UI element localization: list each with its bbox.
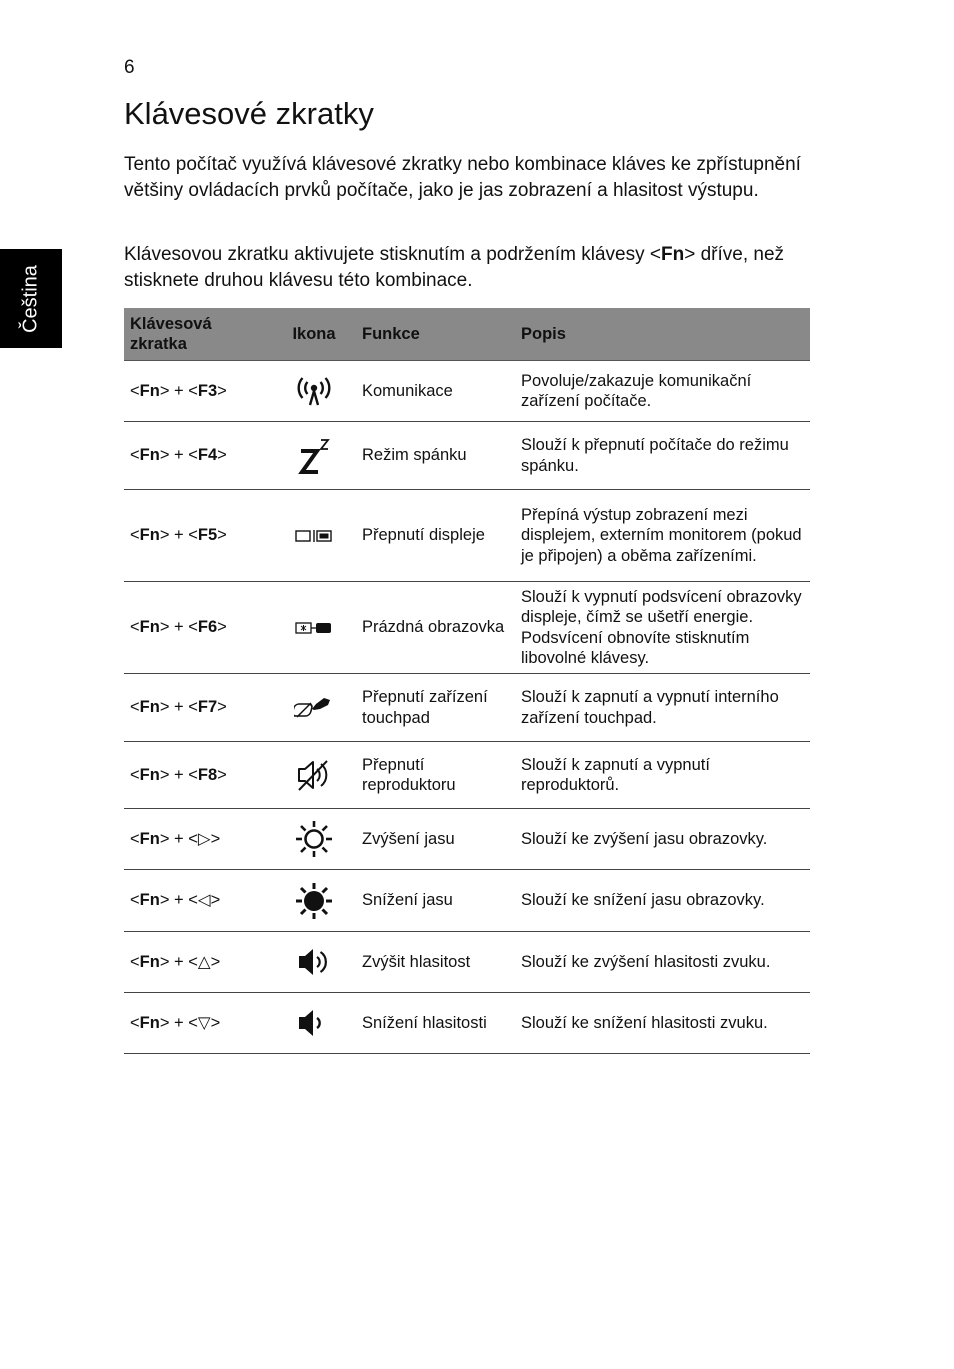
icon-cell (272, 490, 356, 582)
intro-text: > dříve, než stisknete druhou klávesu této kombinace. (124, 244, 785, 291)
icon-cell (272, 422, 356, 490)
shortcut-cell: <Fn> + <▽> (124, 993, 272, 1054)
table-row (124, 932, 810, 993)
second-key: F3 (197, 381, 218, 400)
table-row (124, 993, 810, 1054)
arrow-up-key: △ (197, 952, 211, 971)
intro-text: Klávesovou zkratku aktivujete stisknutím a podržením klávesy < (124, 244, 661, 265)
language-label: Čeština (19, 264, 42, 333)
second-key: F6 (197, 618, 218, 637)
header-icon: Ikona (272, 308, 356, 361)
table-header-row (124, 308, 810, 361)
arrow-right-key: ▷ (197, 829, 211, 848)
function-cell: Režim spánku (356, 422, 515, 490)
function-cell: Snížení jasu (356, 870, 515, 932)
shortcut-table (124, 308, 810, 1054)
speaker-mute-icon (295, 758, 333, 792)
fn-key: Fn (139, 381, 160, 400)
second-key: F5 (197, 526, 218, 545)
shortcut-cell: <Fn> + <F8> (124, 742, 272, 809)
description-cell: Slouží ke snížení hlasitosti zvuku. (515, 993, 810, 1054)
fn-key: Fn (139, 765, 160, 784)
intro-paragraph-fn (124, 242, 814, 293)
icon-cell (272, 809, 356, 870)
function-cell: Zvýšení jasu (356, 809, 515, 870)
shortcut-cell: <Fn> + <▷> (124, 809, 272, 870)
description-cell: Slouží ke snížení jasu obrazovky. (515, 870, 810, 932)
description-cell: Slouží k přepnutí počítače do režimu spánku. (515, 422, 810, 490)
shortcut-cell: <Fn> + <F6> (124, 582, 272, 674)
fn-key: Fn (139, 829, 160, 848)
fn-key: Fn (139, 698, 160, 717)
header-function: Funkce (356, 308, 515, 361)
table-row (124, 742, 810, 809)
language-side-tab (0, 249, 62, 348)
shortcut-cell: <Fn> + <F3> (124, 361, 272, 422)
table-row (124, 582, 810, 674)
screen-blank-icon (294, 620, 334, 636)
page-title: Klávesové zkratky (124, 96, 374, 131)
table-row (124, 490, 810, 582)
arrow-left-key: ◁ (197, 891, 211, 910)
fn-key: Fn (139, 618, 160, 637)
description-cell: Slouží k zapnutí a vypnutí reproduktorů. (515, 742, 810, 809)
fn-key-label: Fn (661, 244, 685, 265)
function-cell: Zvýšit hlasitost (356, 932, 515, 993)
volume-down-icon (296, 1006, 332, 1040)
function-cell: Snížení hlasitosti (356, 993, 515, 1054)
header-shortcut: Klávesová zkratka (124, 308, 272, 361)
shortcut-cell: <Fn> + <F7> (124, 674, 272, 742)
second-key: F4 (197, 446, 218, 465)
function-cell: Komunikace (356, 361, 515, 422)
table-row (124, 422, 810, 490)
table-row (124, 809, 810, 870)
intro-paragraph: Tento počítač využívá klávesové zkratky nebo kombinace kláves ke zpřístupnění většiny ovládacích prvků počítače, jako je jas zobrazení a hlasitost výstupu. (124, 154, 801, 201)
brightness-up-icon (294, 819, 334, 859)
function-cell: Přepnutí reproduktoru (356, 742, 515, 809)
wireless-icon (294, 375, 334, 407)
function-cell: Prázdná obrazovka (356, 582, 515, 674)
fn-key: Fn (139, 1013, 160, 1032)
description-cell: Slouží k vypnutí podsvícení obrazovky displeje, čímž se ušetří energie. Podsvícení obnovíte stisknutím libovolné klávesy. (515, 582, 810, 674)
fn-key: Fn (139, 526, 160, 545)
fn-key: Fn (139, 891, 160, 910)
shortcut-cell: <Fn> + <F4> (124, 422, 272, 490)
description-cell: Slouží ke zvýšení hlasitosti zvuku. (515, 932, 810, 993)
icon-cell (272, 993, 356, 1054)
shortcut-cell: <Fn> + <◁> (124, 870, 272, 932)
description-cell: Povoluje/zakazuje komunikační zařízení počítače. (515, 361, 810, 422)
volume-up-icon (296, 945, 332, 979)
fn-key: Fn (139, 446, 160, 465)
fn-key: Fn (139, 952, 160, 971)
shortcut-cell: <Fn> + <△> (124, 932, 272, 993)
page-number: 6 (124, 57, 135, 78)
description-cell: Slouží k zapnutí a vypnutí interního zařízení touchpad. (515, 674, 810, 742)
description-cell: Přepíná výstup zobrazení mezi displejem, externím monitorem (pokud je připojen) a oběma zařízeními. (515, 490, 810, 582)
display-toggle-icon (294, 528, 334, 544)
brightness-down-icon (294, 881, 334, 921)
table-row (124, 361, 810, 422)
touchpad-toggle-icon (294, 696, 334, 720)
description-cell: Slouží ke zvýšení jasu obrazovky. (515, 809, 810, 870)
function-cell: Přepnutí displeje (356, 490, 515, 582)
table-row (124, 870, 810, 932)
icon-cell (272, 870, 356, 932)
second-key: F7 (197, 698, 218, 717)
arrow-down-key: ▽ (197, 1013, 211, 1032)
icon-cell (272, 582, 356, 674)
icon-cell (272, 674, 356, 742)
second-key: F8 (197, 765, 218, 784)
icon-cell (272, 742, 356, 809)
icon-cell (272, 932, 356, 993)
icon-cell (272, 361, 356, 422)
function-cell: Přepnutí zařízení touchpad (356, 674, 515, 742)
shortcut-cell: <Fn> + <F5> (124, 490, 272, 582)
header-description: Popis (515, 308, 810, 361)
sleep-icon (297, 436, 331, 476)
table-row (124, 674, 810, 742)
